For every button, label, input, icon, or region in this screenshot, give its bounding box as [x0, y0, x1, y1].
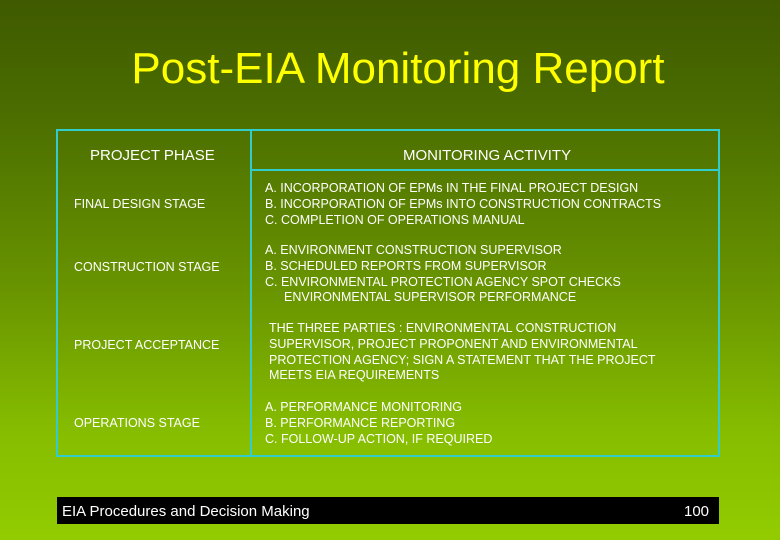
activity-line: C. ENVIRONMENTAL PROTECTION AGENCY SPOT CHECKS	[265, 274, 621, 289]
activity-line: B. PERFORMANCE REPORTING	[265, 415, 456, 430]
slide-title: Post-EIA Monitoring Report	[131, 44, 665, 93]
activity-line: A. PERFORMANCE MONITORING	[265, 400, 463, 414]
activity-final-design	[265, 181, 661, 228]
activity-line: C. COMPLETION OF OPERATIONS MANUAL	[265, 212, 525, 227]
activity-line: PROTECTION AGENCY; SIGN A STATEMENT THAT THE PROJECT	[269, 352, 656, 367]
phase-operations: OPERATIONS STAGE	[74, 416, 200, 430]
monitoring-table	[56, 129, 720, 457]
activity-line: B. INCORPORATION OF EPMs INTO CONSTRUCTION CONTRACTS	[265, 196, 662, 211]
activity-line: SUPERVISOR, PROJECT PROPONENT AND ENVIRONMENTAL	[269, 336, 638, 351]
activity-project-acceptance	[269, 321, 656, 384]
page-number: 100	[684, 503, 710, 520]
phase-final-design: FINAL DESIGN STAGE	[74, 197, 206, 211]
phase-construction: CONSTRUCTION STAGE	[74, 260, 220, 274]
activity-line: B. SCHEDULED REPORTS FROM SUPERVISOR	[265, 258, 547, 273]
header-project-phase: PROJECT PHASE	[90, 147, 215, 164]
activity-line: C. FOLLOW-UP ACTION, IF REQUIRED	[265, 431, 493, 446]
activity-line: A. ENVIRONMENT CONSTRUCTION SUPERVISOR	[265, 243, 562, 257]
activity-line: THE THREE PARTIES : ENVIRONMENTAL CONSTRUCTION	[269, 321, 617, 335]
activity-line: MEETS EIA REQUIREMENTS	[269, 368, 440, 383]
phase-project-acceptance: PROJECT ACCEPTANCE	[74, 338, 220, 352]
activity-operations	[265, 400, 492, 447]
footer-title: EIA Procedures and Decision Making	[62, 503, 310, 520]
activity-line: ENVIRONMENTAL SUPERVISOR PERFORMANCE	[284, 290, 577, 305]
header-divider	[250, 169, 718, 171]
column-divider	[250, 131, 252, 455]
activity-line: A. INCORPORATION OF EPMs IN THE FINAL PROJECT DESIGN	[265, 181, 639, 195]
activity-construction	[265, 243, 621, 306]
header-monitoring-activity: MONITORING ACTIVITY	[403, 147, 572, 164]
